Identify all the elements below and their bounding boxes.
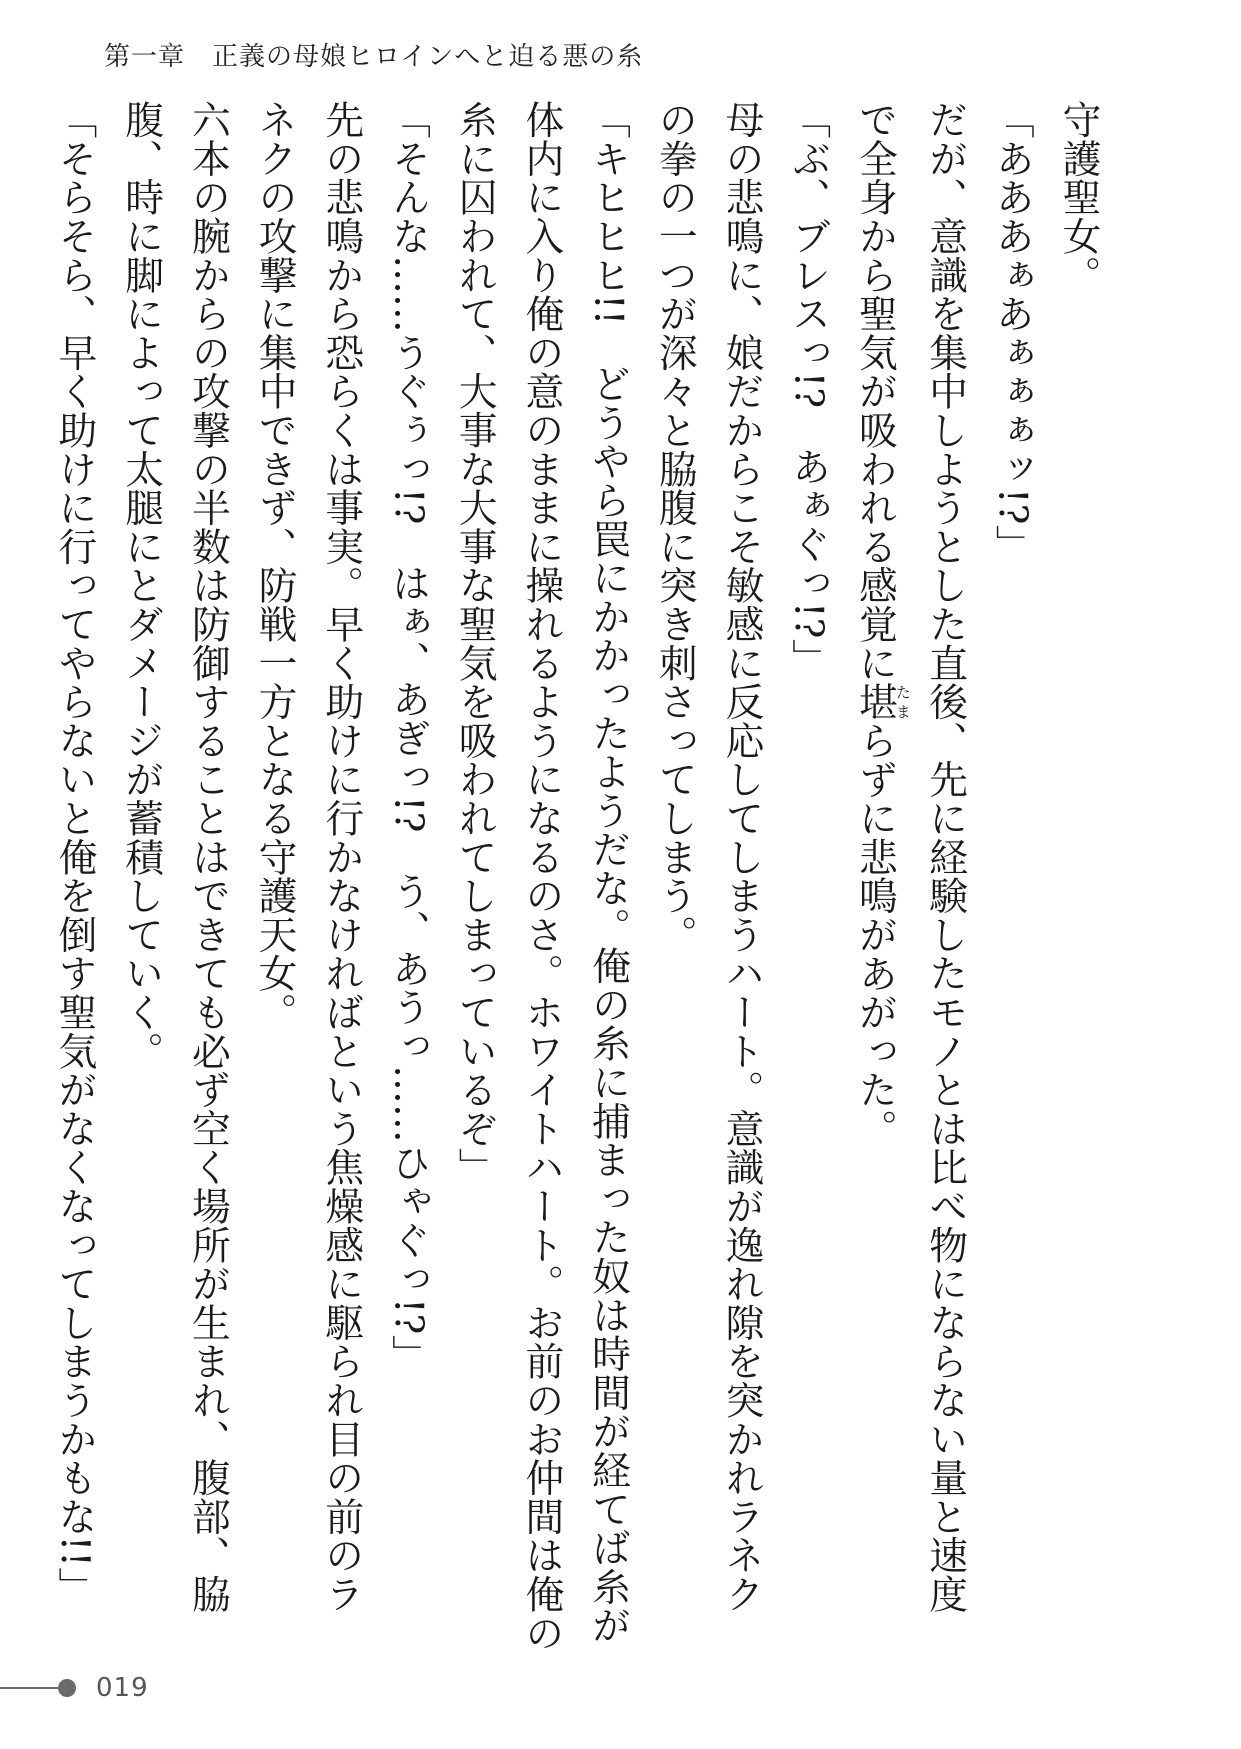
text-line-4-part-2: らずに悲鳴があがった。 <box>852 720 898 1148</box>
text-line-4 <box>841 100 911 1660</box>
novel-body-text <box>40 100 1111 1660</box>
page-footer <box>0 1673 260 1703</box>
text-line-8: 「キヒヒヒ!! どうやら罠にかかったようだな。俺の糸に捕まった奴は時間が経てば糸が <box>585 100 631 1645</box>
text-line-2: 「あああぁあぁぁぁッ!?」 <box>989 100 1035 564</box>
text-line-12: 先の悲鳴から恐らくは事実。早く助けに行かなければという焦燥感に駆られ目の前のラ <box>318 100 364 1614</box>
text-line-10: 糸に囚われて、大事な大事な聖気を吸われてしまっているぞ」 <box>452 100 498 1187</box>
text-line-15: 腹、時に脚によって太腿にとダメージが蓄積していく。 <box>118 100 164 1070</box>
text-line-7: の拳の一つが深々と脇腹に突き刺さってしまう。 <box>652 100 698 954</box>
text-line-13: ネクの攻撃に集中できず、防戦一方となる守護天女。 <box>252 100 298 1032</box>
text-line-9: 体内に入り俺の意のままに操れるようになるのさ。ホワイトハート。お前のお仲間は俺の <box>518 100 564 1652</box>
ruby-base: 堪 <box>852 682 898 721</box>
page-number: 019 <box>96 1673 149 1703</box>
text-line-1: 守護聖女。 <box>1056 100 1101 294</box>
running-title: 第一章 正義の母娘ヒロインへと迫る悪の糸 <box>104 42 644 72</box>
text-line-3: だが、意識を集中しようとした直後、先に経験したモノとは比べ物にならない量と速度 <box>922 100 968 1614</box>
text-line-4-part-1: で全身から聖気が吸われる感覚に <box>852 100 898 682</box>
text-line-5: 「ぶ、ブレスっ!? あぁぐっ!?」 <box>785 100 831 678</box>
footer-dot-icon <box>58 1679 76 1697</box>
footer-rule <box>0 1687 62 1689</box>
text-line-6: 母の悲鳴に、娘だからこそ敏感に反応してしまうハート。意識が逸れ隙を突かれラネク <box>718 100 764 1614</box>
ruby-reading: たま <box>893 682 912 721</box>
text-line-16: 「そらそら、早く助けに行ってやらないと俺を倒す聖気がなくなってしまうかもな!!」 <box>51 100 97 1606</box>
text-line-14: 六本の腕からの攻撃の半数は防御することはできても必ず空く場所が生まれ、腹部、脇 <box>185 100 231 1614</box>
ruby-annotation <box>852 682 912 721</box>
text-line-11: 「そんな……うぐぅっ!? はぁ、あぎっ!? う、あうっ……ひゃぐっ!?」 <box>385 100 431 1374</box>
